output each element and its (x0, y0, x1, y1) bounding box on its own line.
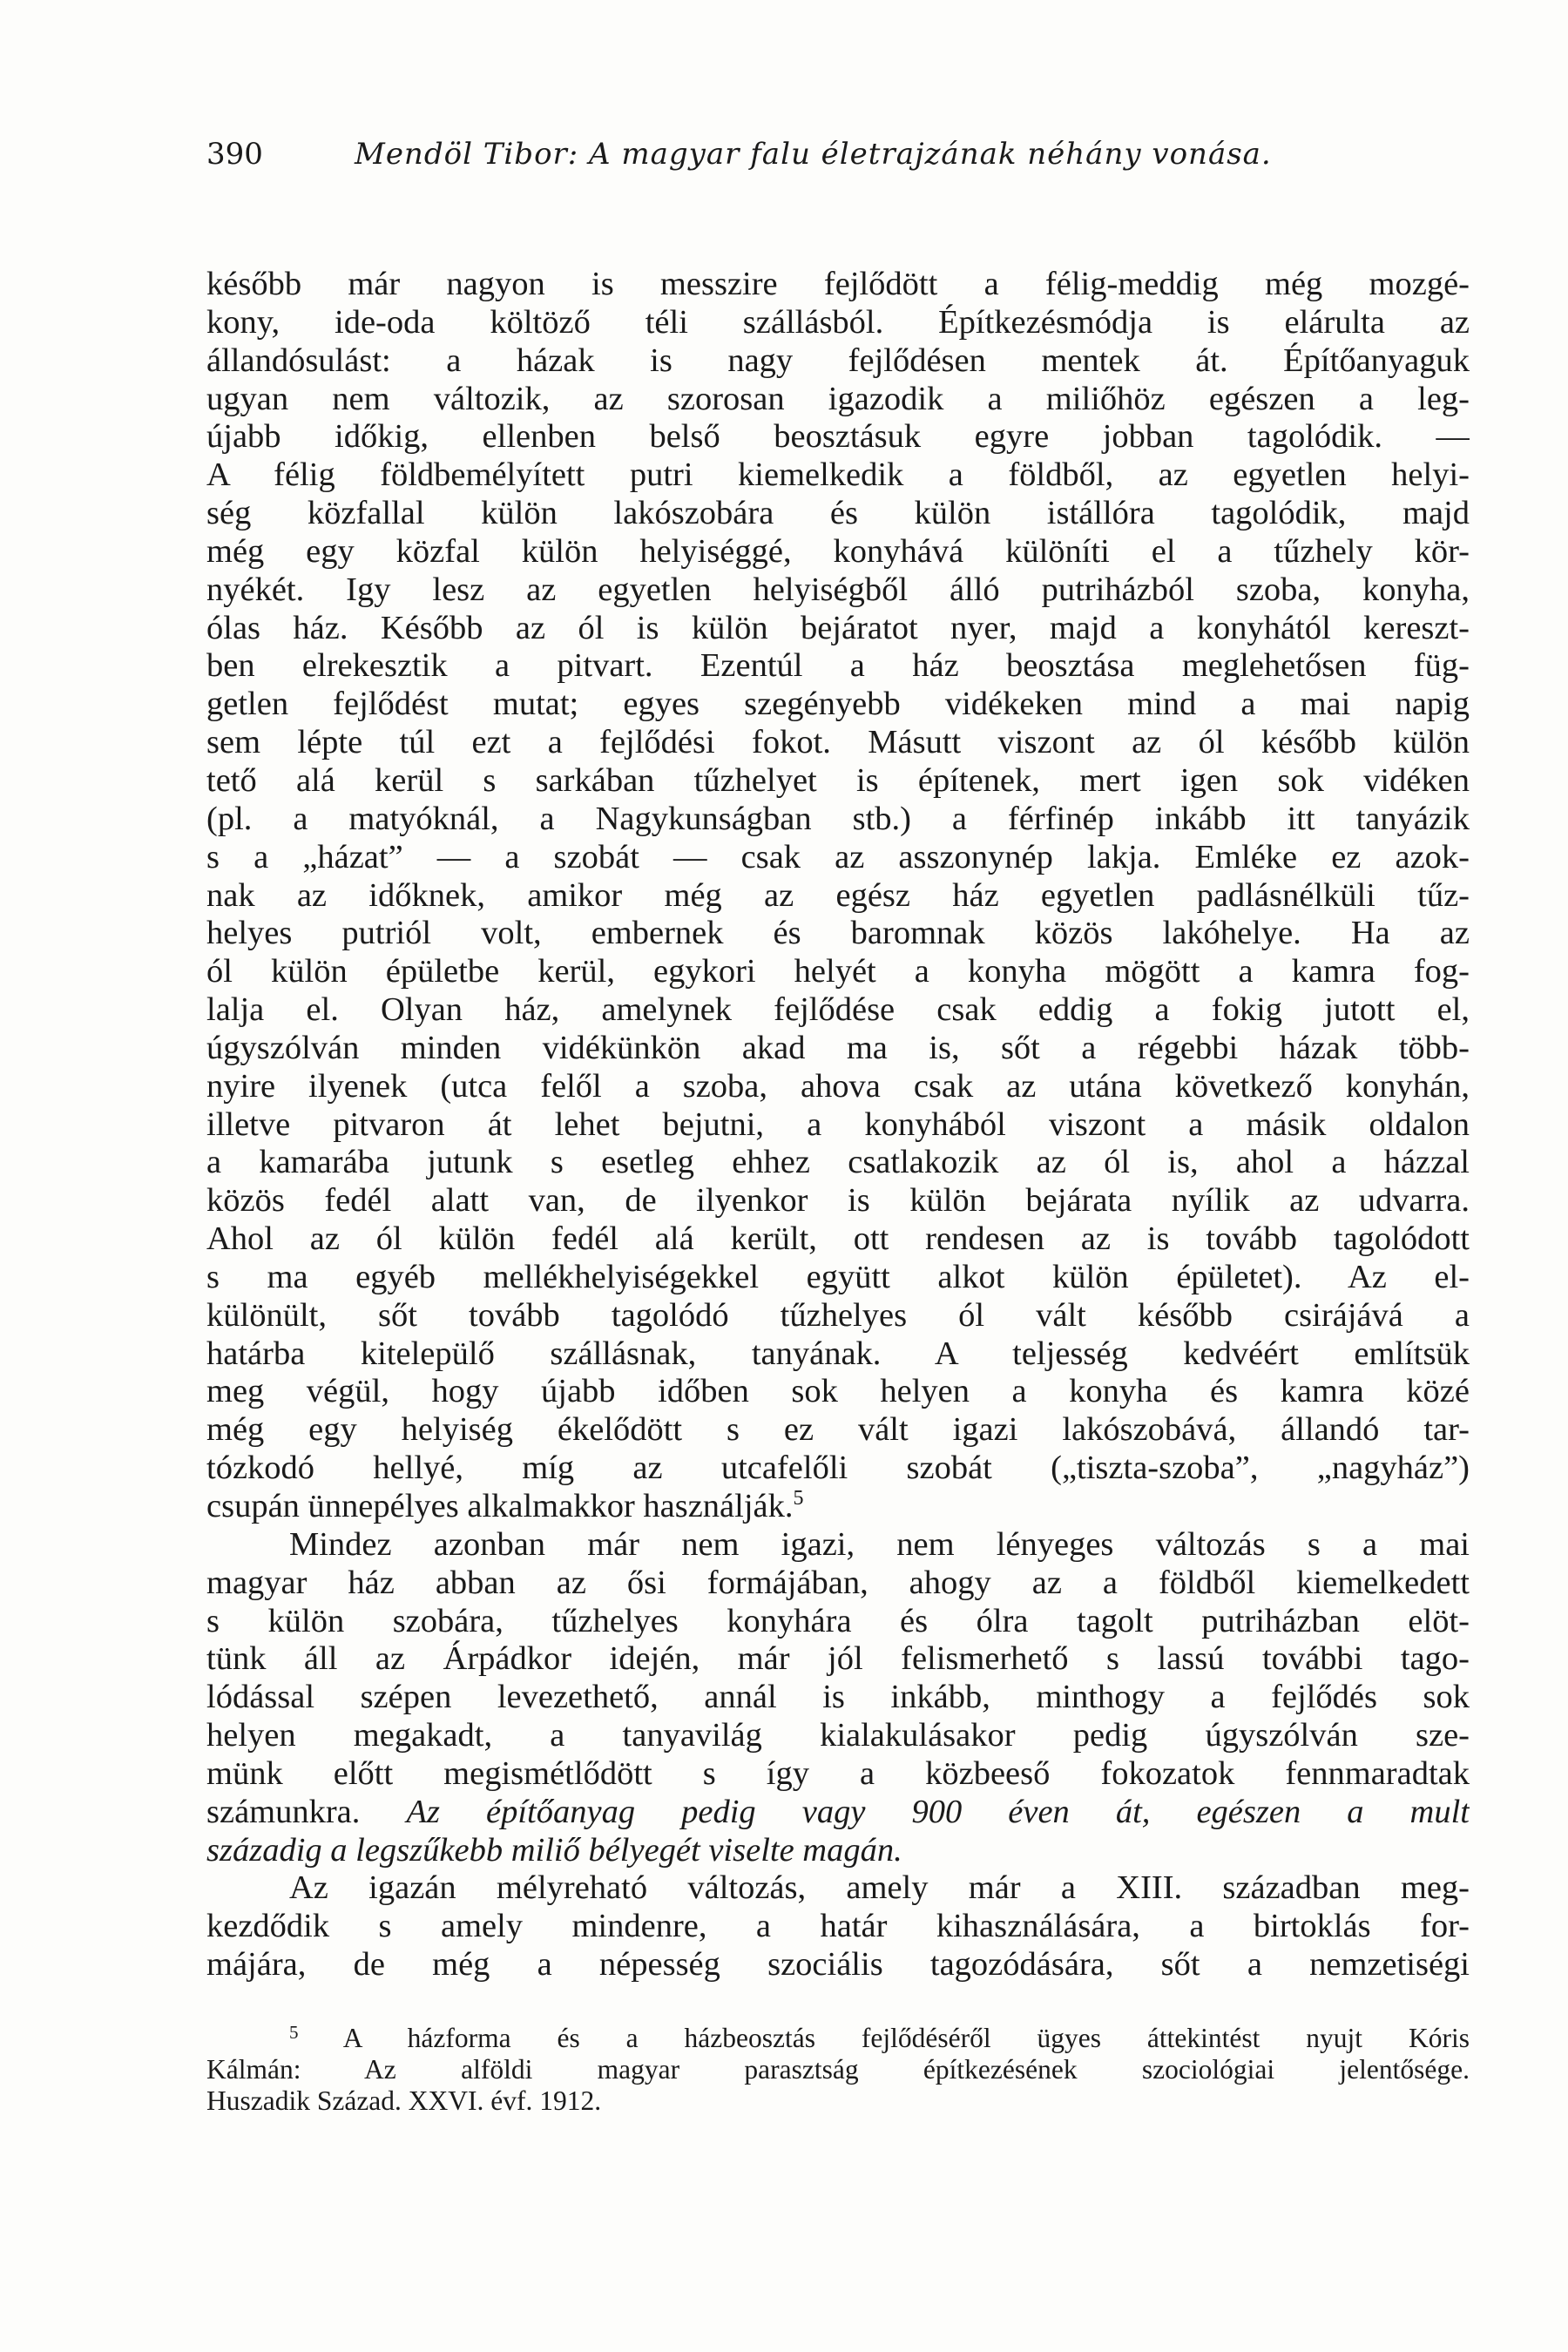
text-line: magyar ház abban az ősi formájában, ahogy az a földből kiemelkedett (206, 1564, 1470, 1601)
italic-emphasis-line: századig a legszűkebb miliő bélyegét viselte magán. (206, 1831, 902, 1869)
text-line: nak az időknek, amikor még az egész ház egyetlen padlásnélküli tűz- (206, 876, 1470, 914)
text-line: számunkra. (206, 1793, 361, 1830)
footnote-line: Huszadik Század. XXVI. évf. 1912. (206, 2085, 602, 2116)
text-line: kony, ide-oda költöző téli szállásból. Építkezésmódja is elárulta az (206, 303, 1470, 341)
text-line: később már nagyon is messzire fejlődött a félig-meddig még mozgé- (206, 266, 1470, 302)
main-text (206, 266, 1470, 1984)
footnote-text: A házforma és a házbeosztás fejlődéséről ügyes áttekintést nyujt Kóris (342, 2023, 1470, 2053)
footnotes (206, 2023, 1470, 2117)
page-number: 390 (206, 137, 263, 172)
text-line: illetve pitvaron át lehet bejutni, a konyhából viszont a másik oldalon (206, 1105, 1470, 1143)
mixed-italic-line (206, 1794, 1470, 1832)
text-line: állandósulást: a házak is nagy fejlődésen mentek át. Építőanyaguk (206, 341, 1470, 379)
text-line: sem lépte túl ezt a fejlődési fokot. Másutt viszont az ól később külön (206, 724, 1470, 761)
text-line-with-footnote-ref (206, 1488, 1470, 1526)
text-line: lalja el. Olyan ház, amelynek fejlődése csak eddig a fokig jutott el, (206, 991, 1470, 1029)
footnote-marker: 5 (289, 2023, 299, 2043)
text-line: (pl. a matyóknál, a Nagykunságban stb.) a férfinép inkább itt tanyázik (206, 800, 1470, 837)
footnote-line: Kálmán: Az alföldi magyar parasztság építkezésének szociológiai jelentősége. (206, 2054, 1470, 2085)
text-line: tető alá kerül s sarkában tűzhelyet is építenek, mert igen sok vidéken (206, 761, 1470, 799)
text-line: határba kitelepülő szállásnak, tanyának. A teljesség kedvéért említsük (206, 1335, 1470, 1372)
text-line: tünk áll az Árpádkor idején, már jól felismerhető s lassú további tago- (206, 1640, 1470, 1678)
text-line: helyen megakadt, a tanyavilág kialakulásakor pedig úgyszólván sze- (206, 1717, 1470, 1754)
text-line: meg végül, hogy újabb időben sok helyen a konyha és kamra közé (206, 1373, 1470, 1410)
text-line: úgyszólván minden vidékünkön akad ma is, sőt a régebbi házak több- (206, 1029, 1470, 1066)
text-line: csupán ünnepélyes alkalmakkor használják. (206, 1488, 794, 1524)
text-line: ól külön épületbe kerül, egykori helyét a konyha mögött a kamra fog- (206, 953, 1470, 990)
text-line: ség közfallal külön lakószobára és külön istállóra tagolódik, majd (206, 495, 1470, 532)
paragraph-start: Mindez azonban már nem igazi, nem lényeges változás s a mai (289, 1525, 1470, 1563)
text-line: nyire ilyenek (utca felől a szoba, ahova csak az utána következő konyhán, (206, 1067, 1470, 1105)
text-line: ugyan nem változik, az szorosan igazodik a miliőhöz egészen a leg- (206, 380, 1470, 417)
text-line: még egy helyiség ékelődött s ez vált igazi lakószobává, állandó tar- (206, 1411, 1470, 1449)
text-line: Ahol az ól külön fedél alá került, ott rendesen az is tovább tagolódott (206, 1220, 1470, 1258)
text-line: s a „házat” — a szobát — csak az asszonynép lakja. Emléke ez azok- (206, 838, 1470, 875)
footnote-reference: 5 (793, 1488, 804, 1510)
text-line: s ma egyéb mellékhelyiségekkel együtt alkot külön épületet). Az el- (206, 1258, 1470, 1295)
text-line: a kamarába jutunk s esetleg ehhez csatlakozik az ól is, ahol a házzal (206, 1144, 1470, 1181)
text-line: nyékét. Igy lesz az egyetlen helyiségből álló putriházból szoba, konyha, (206, 571, 1470, 608)
text-line: ólas ház. Később az ól is külön bejáratot nyer, majd a konyhától kereszt- (206, 609, 1470, 646)
paragraph-start: Az igazán mélyreható változás, amely már a XIII. században meg- (289, 1869, 1470, 1907)
text-line: münk előtt megismétlődött s így a közbeeső fokozatok fennmaradtak (206, 1754, 1470, 1792)
text-line: még egy közfal külön helyiséggé, konyhává különíti el a tűzhely kör- (206, 532, 1470, 570)
text-line: újabb időkig, ellenben belső beosztásuk egyre jobban tagolódik. — (206, 418, 1470, 456)
text-line: getlen fejlődést mutat; egyes szegényebb vidékeken mind a mai napig (206, 686, 1470, 723)
page-header (206, 132, 1478, 176)
text-line: lódással szépen levezethető, annál is inkább, minthogy a fejlődés sok (206, 1679, 1470, 1716)
text-line: s külön szobára, tűzhelyes konyhára és ólra tagolt putriházban elöt- (206, 1602, 1470, 1639)
text-line: A félig földbemélyített putri kiemelkedik a földből, az egyetlen helyi- (206, 456, 1470, 494)
italic-emphasis: Az építőanyag pedig vagy 900 éven át, egészen a mult (406, 1793, 1470, 1830)
text-line: helyes putriól volt, embernek és baromnak közös lakóhelye. Ha az (206, 915, 1470, 952)
text-line: kezdődik s amely mindenre, a határ kihasználására, a birtoklás for- (206, 1908, 1470, 1945)
footnote-line (206, 2023, 1470, 2054)
text-line: tózkodó hellyé, míg az utcafelőli szobát („tiszta-szoba”, „nagyház”) (206, 1450, 1470, 1487)
running-title: Mendöl Tibor: A magyar falu életrajzának néhány vonása. (355, 137, 1272, 172)
text-line: ben elrekesztik a pitvart. Ezentúl a ház beosztása meglehetősen füg- (206, 647, 1470, 685)
text-line: közös fedél alatt van, de ilyenkor is külön bejárata nyílik az udvarra. (206, 1182, 1470, 1220)
text-line: különült, sőt tovább tagolódó tűzhelyes ól vált később csirájává a (206, 1296, 1470, 1334)
text-line: májára, de még a népesség szociális tagozódására, sőt a nemzetiségi (206, 1946, 1470, 1984)
